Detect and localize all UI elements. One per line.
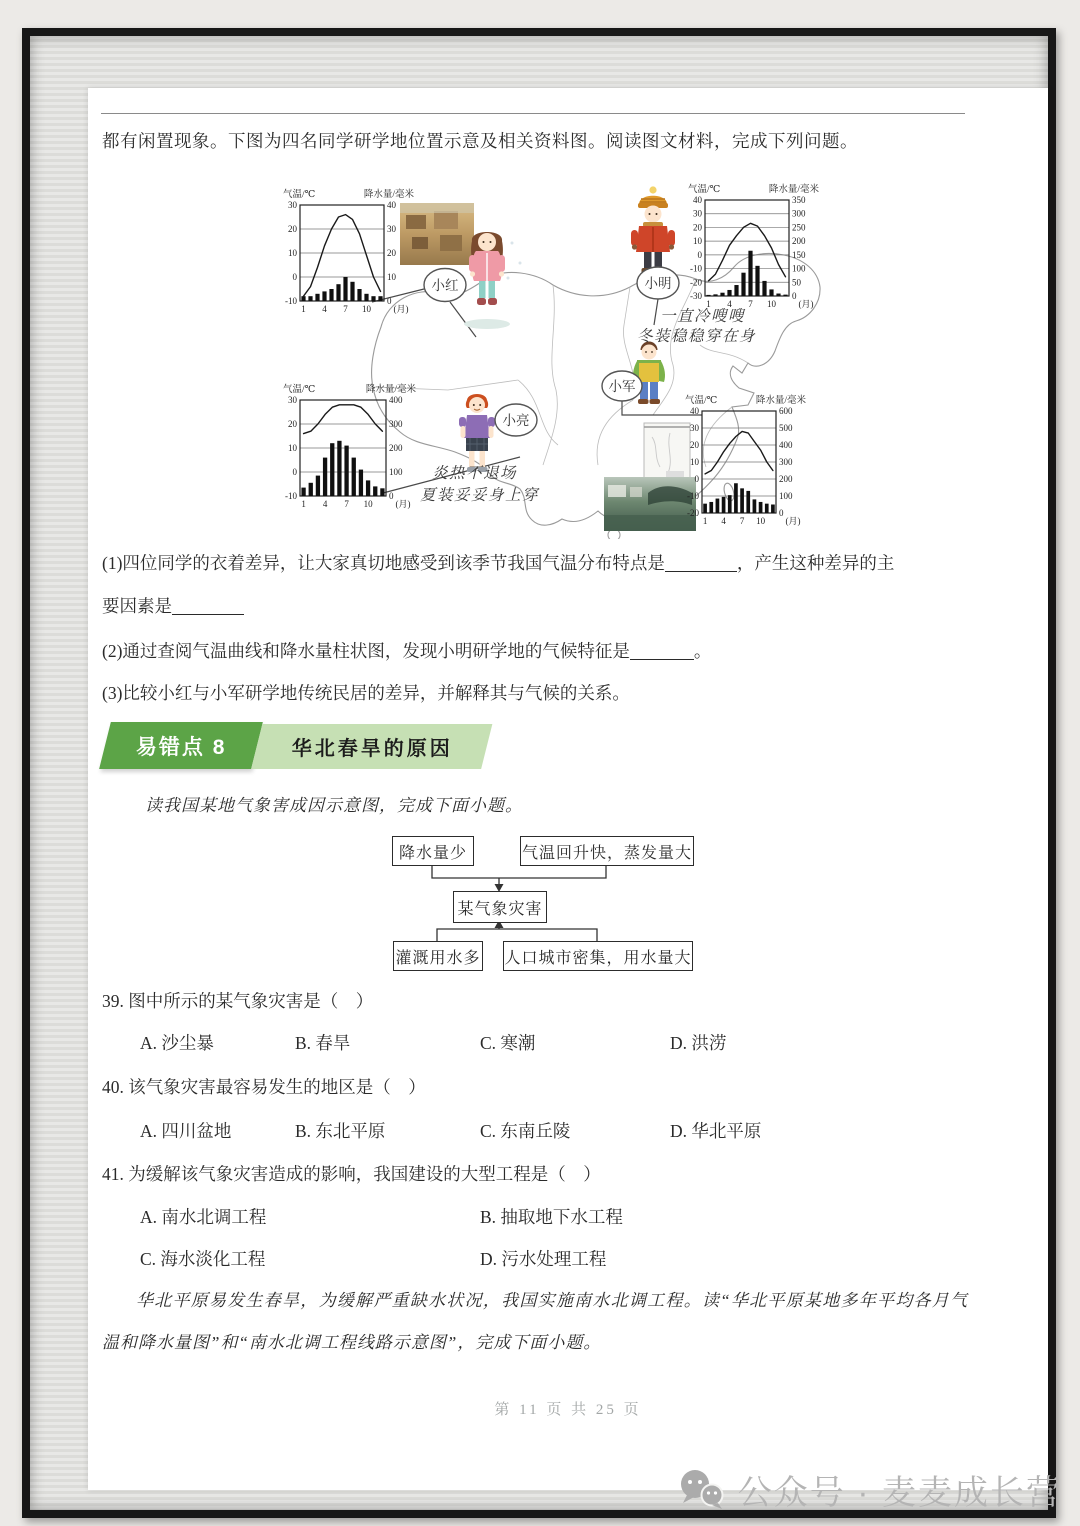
svg-text:气温/℃: 气温/℃ [688,185,721,195]
label-xiaoliang: 小亮 [502,413,530,428]
question-2-text-end: 。 [693,641,712,661]
flow-box-temperature [520,836,694,866]
svg-text:-10: -10 [687,491,699,501]
flow-box-3-label: 灌溉用水多 [395,949,481,967]
study-locations-figure [88,175,992,539]
svg-text:40: 40 [387,200,396,210]
svg-text:气温/℃: 气温/℃ [685,396,718,406]
svg-text:0: 0 [694,474,699,484]
svg-text:30: 30 [288,395,297,405]
svg-text:降水量/毫米: 降水量/毫米 [365,385,416,395]
question-40-stem [102,1074,982,1099]
svg-text:100: 100 [779,491,793,501]
error-point-banner [99,722,493,769]
svg-text:降水量/毫米: 降水量/毫米 [768,185,819,195]
svg-text:1: 1 [301,304,306,314]
caption-xiaoming-line1: 一直冷嗖嗖 [660,308,746,325]
watermark [678,1465,1062,1514]
svg-text:20: 20 [693,222,702,233]
question-1-line2 [102,593,982,618]
question-1-line1 [102,550,982,575]
svg-text:20: 20 [288,224,297,234]
question-39-stem [102,988,982,1013]
question-39-number: 39. [102,991,124,1011]
flow-box-irrigation [393,941,483,971]
svg-text:7: 7 [344,499,349,509]
question-41-options-row1 [102,1204,982,1230]
svg-text:-10: -10 [285,296,297,306]
option-39-b: B. 春旱 [295,1033,351,1053]
climate-chart-xiaoming [688,183,819,309]
svg-text:0: 0 [779,508,784,518]
flow-box-disaster [453,891,547,923]
flow-box-4-label: 人口城市密集，用水量大 [504,949,692,967]
option-41-c: C. 海水淡化工程 [140,1249,266,1269]
option-39-c: C. 寒潮 [480,1033,536,1053]
cause-flowchart [88,836,992,984]
svg-text:10: 10 [693,236,702,247]
svg-text:200: 200 [779,474,793,484]
header-rule [101,113,965,114]
svg-text:30: 30 [288,200,297,210]
earthen-dwelling-photo [400,203,474,265]
svg-text:400: 400 [389,395,403,405]
error-point-title-label: 华北春旱的原因 [291,738,453,760]
svg-text:-20: -20 [687,508,699,518]
flow-box-precipitation [392,836,474,866]
flow-box-1-label: 气温回升快，蒸发量大 [521,844,692,862]
svg-text:300: 300 [389,419,403,429]
svg-text:-10: -10 [285,491,297,501]
question-3-text: (3)比较小红与小军研学地传统民居的差异，并解释其与气候的关系。 [102,683,630,703]
label-xiaoming: 小明 [644,276,672,291]
option-39-a: A. 沙尘暴 [140,1033,214,1053]
svg-text:40: 40 [693,195,702,205]
svg-text:30: 30 [387,224,396,234]
svg-text:40: 40 [690,406,699,416]
question-3 [102,680,982,705]
question-40-options [102,1118,982,1144]
question-41-number: 41. [102,1164,124,1184]
section-intro: 读我国某地气象害成因示意图，完成下面小题。 [145,796,523,815]
question-40-text: 该气象灾害最容易发生的地区是（ ） [128,1077,426,1097]
label-xiaojun: 小军 [608,379,636,394]
svg-text:100: 100 [792,263,806,274]
svg-text:7: 7 [739,516,745,526]
svg-text:350: 350 [792,195,806,205]
document-page [88,88,1048,1490]
svg-text:(月): (月) [393,304,409,314]
character-xiaoming [631,186,675,274]
svg-text:0: 0 [697,249,702,260]
page-number: 第 11 页 共 25 页 [494,1402,642,1418]
svg-text:10: 10 [756,516,766,526]
flow-box-0-label: 降水量少 [398,844,467,862]
svg-text:4: 4 [727,299,732,309]
svg-text:0: 0 [292,272,297,282]
svg-text:-10: -10 [690,263,702,274]
svg-text:0: 0 [389,491,394,501]
svg-text:-20: -20 [690,277,702,288]
svg-text:10: 10 [288,248,297,258]
answer-blank [172,597,244,615]
question-41-text: 为缓解该气象灾害造成的影响，我国建设的大型工程是（ ） [128,1164,601,1184]
climate-chart-xiaohong [283,188,414,314]
svg-text:30: 30 [693,208,702,219]
option-40-b: B. 东北平原 [295,1121,386,1141]
question-39-text: 图中所示的某气象灾害是（ ） [128,991,374,1011]
svg-text:4: 4 [322,499,328,509]
water-town-photo [604,477,696,531]
svg-text:600: 600 [779,406,793,416]
character-xiaoliang [459,394,495,472]
svg-text:10: 10 [387,272,396,282]
flow-box-2-label: 某气象灾害 [457,900,543,918]
svg-text:降水量/毫米: 降水量/毫米 [363,190,414,200]
svg-text:20: 20 [288,419,297,429]
wechat-icon [678,1468,728,1512]
svg-text:7: 7 [748,299,753,309]
svg-text:10: 10 [288,443,297,453]
label-xiaohong: 小红 [431,278,459,293]
svg-text:0: 0 [387,296,392,306]
svg-text:气温/℃: 气温/℃ [283,385,316,395]
option-40-c: C. 东南丘陵 [480,1121,571,1141]
option-41-d: D. 污水处理工程 [480,1249,607,1269]
answer-blank [630,642,694,660]
svg-text:400: 400 [779,440,793,450]
location-label-xiaohong [424,269,466,302]
svg-text:0: 0 [292,467,297,477]
closing-paragraph: 华北平原易发生春旱，为缓解严重缺水状况，我国实施南水北调工程。读“华北平原某地多年平均各月气温和降水量图”和“南水北调工程线路示意图”，完成下面小题。 [102,1291,968,1352]
answer-blank [665,554,737,572]
question-41-stem [102,1161,982,1186]
option-40-a: A. 四川盆地 [140,1121,232,1141]
caption-xiaoliang-line1: 炎热不退场 [432,465,518,482]
svg-text:20: 20 [387,248,396,258]
svg-text:100: 100 [389,467,403,477]
question-1-text: (1)四位同学的衣着差异，让大家真切地感受到该季节我国气温分布特点是 [102,553,665,573]
svg-text:气温/℃: 气温/℃ [283,190,316,200]
svg-text:1: 1 [301,499,306,509]
watermark-text: 公众号 · 麦麦成长营 [737,1474,1062,1512]
svg-text:(月): (月) [798,299,814,309]
error-point-tag-label: 易错点 8 [135,735,227,759]
svg-text:1: 1 [702,516,708,526]
svg-text:-30: -30 [690,291,702,301]
svg-text:150: 150 [792,249,806,260]
svg-text:4: 4 [721,516,726,526]
question-1-line2-text: 要因素是 [102,596,172,616]
question-40-number: 40. [102,1077,124,1097]
question-39-options [102,1030,982,1056]
climate-charts [283,183,819,526]
svg-text:10: 10 [690,457,699,467]
character-xiaohong [464,232,522,329]
location-label-xiaojun [602,371,642,401]
svg-text:0: 0 [792,291,797,301]
svg-text:20: 20 [690,440,699,450]
svg-text:200: 200 [792,236,806,247]
svg-text:300: 300 [792,208,806,219]
svg-text:300: 300 [779,457,793,467]
svg-text:(月): (月) [785,516,801,526]
error-point-title [251,724,492,769]
svg-text:500: 500 [779,423,793,433]
svg-text:30: 30 [690,423,699,433]
flow-box-population [503,941,693,971]
scroll-painting [644,423,690,483]
location-label-xiaoming [637,267,679,299]
svg-text:200: 200 [389,443,403,453]
climate-chart-xiaojun [685,394,806,526]
svg-text:10: 10 [767,299,776,309]
caption-xiaoliang-line2: 夏装妥妥身上穿 [420,487,540,504]
svg-text:50: 50 [792,277,801,288]
svg-text:10: 10 [363,499,373,509]
option-41-a: A. 南水北调工程 [140,1207,267,1227]
svg-text:10: 10 [362,304,371,314]
intro-paragraph: 都有闲置现象。下图为四名同学研学地位置示意及相关资料图。阅读图文材料，完成下列问题。 [102,131,858,151]
question-41-options-row2 [102,1246,982,1272]
question-2 [102,638,982,663]
svg-text:250: 250 [792,222,806,233]
svg-text:降水量/毫米: 降水量/毫米 [755,396,806,406]
climate-chart-xiaoliang [283,383,416,509]
option-40-d: D. 华北平原 [670,1121,762,1141]
location-label-xiaoliang [495,404,537,436]
svg-text:(月): (月) [395,499,411,509]
error-point-tag [99,722,263,769]
option-39-d: D. 洪涝 [670,1033,727,1053]
svg-text:7: 7 [343,304,348,314]
svg-text:4: 4 [322,304,327,314]
question-2-text: (2)通过查阅气温曲线和降水量柱状图，发现小明研学地的气候特征是 [102,641,630,661]
caption-xiaoming-line2: 冬装稳稳穿在身 [637,328,757,345]
question-1-text-cont: ，产生这种差异的主 [736,553,895,573]
svg-text:1: 1 [706,299,711,309]
option-41-b: B. 抽取地下水工程 [480,1207,623,1227]
